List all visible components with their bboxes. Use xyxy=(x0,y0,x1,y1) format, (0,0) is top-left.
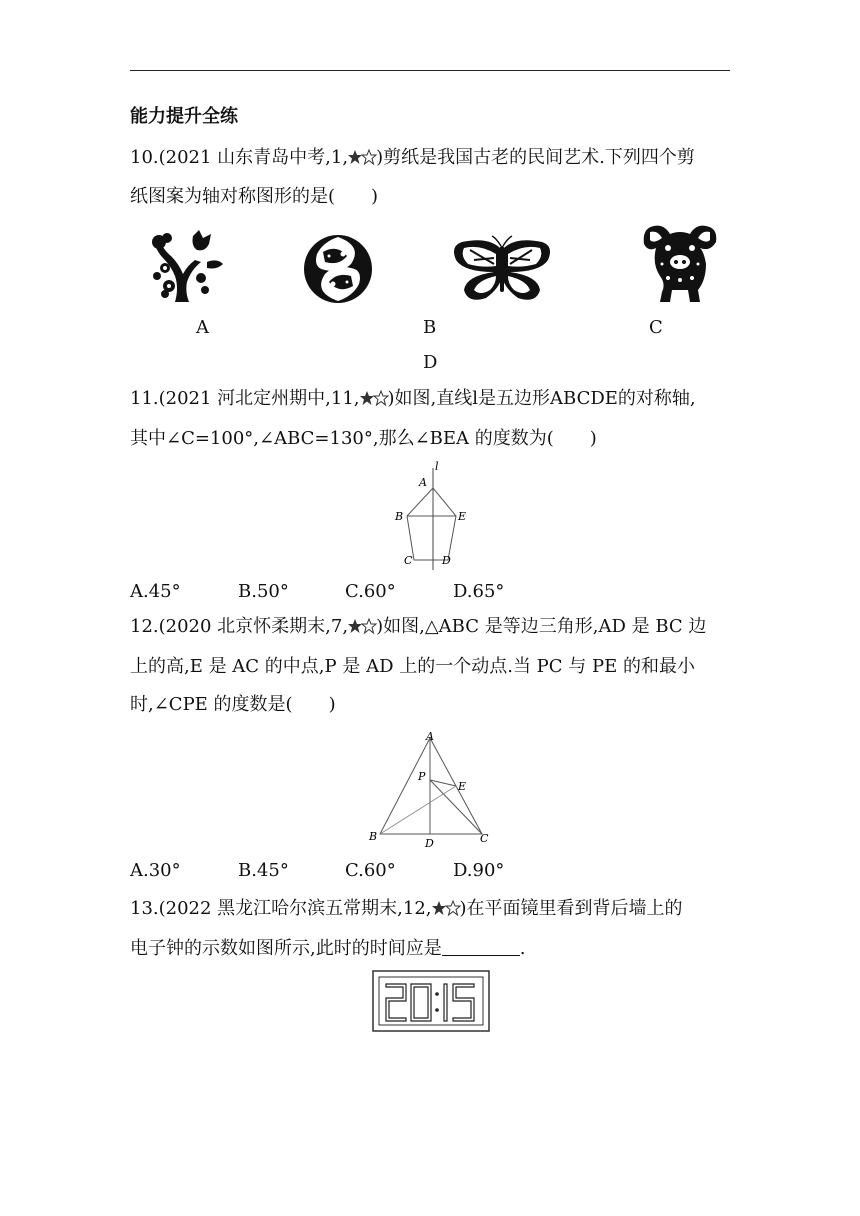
q11-label-d: D xyxy=(442,554,451,567)
q11-option-c: C.60° xyxy=(345,581,396,602)
q13-stem: 电子钟的示数如图所示,此时的时间应是 xyxy=(130,938,442,959)
q12-option-b: B.45° xyxy=(238,860,289,881)
q13-line1-suffix: )在平面镜里看到背后墙上的 xyxy=(459,898,683,919)
q10-label-a: A xyxy=(196,317,209,338)
q12-label-d: D xyxy=(425,837,434,850)
q13-line2 xyxy=(130,938,525,960)
q12-label-p: P xyxy=(418,770,426,783)
q12-label-a: A xyxy=(426,730,434,743)
q13-line1 xyxy=(130,898,683,920)
q12-prefix: 12.(2020 北京怀柔期末,7, xyxy=(130,616,349,637)
q11-option-a: A.45° xyxy=(130,581,181,602)
q10-label-b: B xyxy=(423,317,437,338)
q12-line1 xyxy=(130,616,706,638)
q11-label-a: A xyxy=(419,476,427,489)
papercut-d-image xyxy=(640,222,720,304)
q10-line2 xyxy=(130,186,378,208)
section-title: 能力提升全练 xyxy=(130,106,238,127)
q13-prefix: 13.(2022 黑龙江哈尔滨五常期末,12, xyxy=(130,898,432,919)
q11-line1 xyxy=(130,388,696,410)
q11-pentagon-figure xyxy=(392,460,472,572)
q12-option-d: D.90° xyxy=(453,860,505,881)
two-star-difficulty-icon xyxy=(360,390,388,406)
q12-line2: 上的高,E 是 AC 的中点,P 是 AD 上的一个动点.当 PC 与 PE 的和最小 xyxy=(130,656,695,677)
q11-prefix: 11.(2021 河北定州期中,11, xyxy=(130,388,360,409)
q12-label-c: C xyxy=(480,832,489,845)
top-rule xyxy=(130,70,730,71)
papercut-b-image xyxy=(303,234,373,304)
q11-label-e: E xyxy=(458,510,467,523)
q12-option-c: C.60° xyxy=(345,860,396,881)
q11-label-b: B xyxy=(395,510,404,523)
q12-option-a: A.30° xyxy=(130,860,181,881)
q10-label-d: D xyxy=(423,352,438,373)
q12-triangle-figure xyxy=(366,728,496,848)
q11-label-l: l xyxy=(435,460,439,473)
two-star-difficulty-icon xyxy=(348,149,376,165)
q10-line1 xyxy=(130,147,695,169)
q12-label-b: B xyxy=(369,830,378,843)
q11-label-c: C xyxy=(404,554,413,567)
papercut-c-image xyxy=(450,236,554,304)
q11-line2 xyxy=(130,428,597,450)
q12-line3 xyxy=(130,694,336,716)
q12-close-paren: ) xyxy=(328,694,336,715)
q12-label-e: E xyxy=(458,780,467,793)
q13-clock-figure xyxy=(372,970,490,1032)
q13-end: . xyxy=(519,938,526,959)
q11-option-d: D.65° xyxy=(453,581,505,602)
q11-line1-suffix: )如图,直线l是五边形ABCDE的对称轴, xyxy=(387,388,696,409)
papercut-a-image xyxy=(145,228,225,304)
two-star-difficulty-icon xyxy=(348,618,376,634)
q12-stem-end: 时,∠CPE 的度数是( xyxy=(130,694,293,715)
q10-line1-suffix: )剪纸是我国古老的民间艺术.下列四个剪 xyxy=(376,147,695,168)
two-star-difficulty-icon xyxy=(432,900,460,916)
q10-label-c: C xyxy=(649,317,663,338)
q10-prefix: 10.(2021 山东青岛中考,1, xyxy=(130,147,349,168)
q10-close-paren: ) xyxy=(371,186,379,207)
q11-stem: 其中∠C=100°,∠ABC=130°,那么∠BEA 的度数为( xyxy=(130,428,554,449)
q11-option-b: B.50° xyxy=(238,581,289,602)
q10-stem: 纸图案为轴对称图形的是( xyxy=(130,186,336,207)
q13-answer-blank xyxy=(442,939,520,956)
q11-close-paren: ) xyxy=(589,428,597,449)
q12-line1-suffix: )如图,△ABC 是等边三角形,AD 是 BC 边 xyxy=(376,616,707,637)
